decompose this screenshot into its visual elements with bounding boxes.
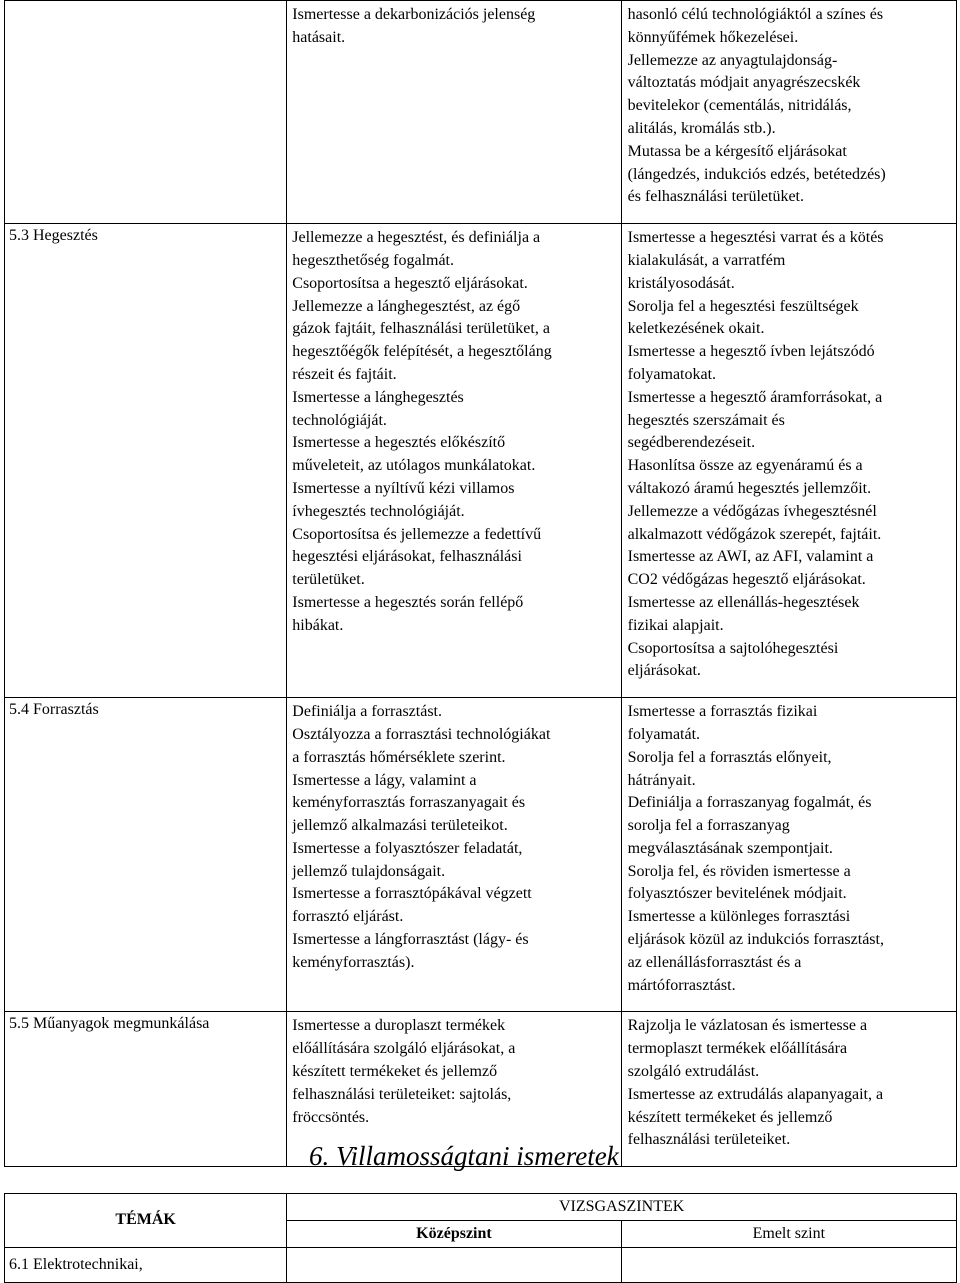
emelt-szint-cell: [621, 698, 956, 1012]
requirement-line: (lángedzés, indukciós edzés, betétedzés): [627, 165, 886, 183]
requirement-line: Ismertesse a lánghegesztés: [292, 388, 464, 406]
kozepszint-cell: [287, 1, 621, 224]
requirement-line: termoplaszt termékek előállítására: [627, 1040, 848, 1058]
requirement-line: Ismertesse az AWI, az AFI, valamint a: [627, 548, 874, 566]
requirement-line: Sorolja fel a forrasztás előnyeit,: [627, 748, 832, 766]
requirement-line: Csoportosítsa a hegesztő eljárásokat.: [292, 274, 528, 292]
requirement-line: Definiálja a forraszanyag fogalmát, és: [627, 794, 872, 812]
requirement-line: technológiáját.: [292, 411, 387, 429]
requirement-line: Ismertesse a dekarbonizációs jelenség: [292, 6, 536, 23]
requirement-line: kialakulását, a varratfém: [627, 251, 786, 269]
requirement-line: Ismertesse az extrudálás alapanyagait, a: [627, 1085, 884, 1103]
requirement-line: megválasztásának szempontjait.: [627, 839, 833, 857]
requirement-line: Sorolja fel a hegesztési feszültségek: [627, 297, 859, 315]
requirement-line: sorolja fel a forraszanyag: [627, 817, 790, 835]
requirement-line: Ismertesse a hegesztő áramforrásokat, a: [627, 388, 883, 406]
requirement-line: hegesztési eljárásokat, felhasználási: [292, 548, 522, 566]
requirement-line: CO2 védőgázas hegesztő eljárásokat.: [627, 571, 866, 589]
requirement-line: felhasználási területeiket.: [627, 1131, 791, 1149]
requirement-line: jellemző alkalmazási területeikot.: [292, 817, 508, 835]
emelt-szint-cell: [621, 1012, 956, 1167]
header-vizsgaszintek: VIZSGASZINTEK: [287, 1194, 957, 1221]
requirement-line: jellemző tulajdonságait.: [292, 862, 446, 880]
requirement-line: Hasonlítsa össze az egyenáramú és a: [627, 457, 863, 475]
requirement-line: Ismertesse a hegesztési varrat és a kötés: [627, 229, 884, 247]
header-emelt-szint: Emelt szint: [621, 1221, 956, 1248]
requirement-line: fizikai alapjait.: [627, 616, 724, 634]
requirement-line: hegesztőégők felépítését, a hegesztőláng: [292, 343, 552, 361]
requirement-line: hegesztés szerszámait és: [627, 411, 785, 429]
requirement-line: az ellenállásforrasztást és a: [627, 953, 802, 971]
requirement-line: Ismertesse a hegesztés előkészítő: [292, 434, 506, 452]
header-table: [4, 1193, 957, 1283]
requirement-line: alkalmazott védőgázok szerepét, fajtáit.: [627, 525, 882, 543]
topic-cell: [5, 1012, 287, 1167]
requirement-line: Mutassa be a kérgesítő eljárásokat: [627, 142, 847, 160]
requirement-line: műveleteit, az utólagos munkálatokat.: [292, 457, 536, 475]
header-kozepszint: Középszint: [287, 1221, 621, 1248]
requirement-line: Definiálja a forrasztást.: [292, 703, 442, 721]
requirement-line: Rajzolja le vázlatosan és ismertesse a: [627, 1017, 868, 1035]
topic-label: [5, 1, 286, 3]
requirement-line: készített termékeket és jellemző: [627, 1108, 833, 1126]
emelt-szint-cell: [621, 224, 956, 698]
requirement-line: területüket.: [292, 571, 365, 589]
requirement-line: Ismertesse a lángforrasztást (lágy- és: [292, 931, 529, 949]
requirements-table: [4, 0, 957, 1167]
topic-cell: [5, 1, 287, 224]
requirement-line: hátrányait.: [627, 771, 696, 789]
requirement-line: eljárások közül az indukciós forrasztást,: [627, 931, 884, 949]
requirement-line: hasonló célú technológiáktól a színes és: [627, 6, 884, 23]
topic-label: 5.4 Forrasztás: [9, 701, 99, 719]
requirement-line: Osztályozza a forrasztási technológiákat: [292, 725, 551, 743]
requirement-line: gázok fajtáit, felhasználási területüket, a: [292, 320, 550, 338]
requirement-line: folyamatokat.: [627, 365, 717, 383]
topic-cell: [5, 224, 287, 698]
requirement-line: folyasztószer bevitelének módjait.: [627, 885, 847, 903]
requirement-line: felhasználási területeiket: sajtolás,: [292, 1085, 512, 1103]
requirement-line: szolgáló extrudálást.: [627, 1063, 760, 1081]
requirement-line: segédberendezéseit.: [627, 434, 756, 452]
requirement-line: részeit és fajtáit.: [292, 365, 397, 383]
requirement-line: keményforrasztás).: [292, 953, 415, 971]
emelt-szint-cell: [621, 1, 956, 224]
requirement-line: Sorolja fel, és röviden ismertesse a: [627, 862, 851, 880]
requirement-line: Jellemezze a hegesztést, és definiálja a: [292, 229, 541, 247]
topic-label: 5.3 Hegesztés: [9, 227, 98, 245]
requirement-line: Ismertesse az ellenállás-hegesztések: [627, 593, 860, 611]
cell-empty-adv: [621, 1248, 956, 1283]
requirement-line: könnyűfémek hőkezelései.: [627, 28, 799, 46]
requirement-line: Csoportosítsa a sajtolóhegesztési: [627, 639, 839, 657]
section-title: 6. Villamosságtani ismeretek: [309, 1141, 619, 1171]
requirement-line: folyamatát.: [627, 725, 701, 743]
requirement-line: Ismertesse a lágy, valamint a: [292, 771, 477, 789]
requirement-line: eljárásokat.: [627, 662, 701, 680]
requirement-line: keményforrasztás forraszanyagait és: [292, 794, 526, 812]
requirement-line: Ismertesse a különleges forrasztási: [627, 908, 851, 926]
requirement-line: ívhegesztés technológiáját.: [292, 502, 465, 520]
requirement-line: hatásait.: [292, 28, 346, 46]
requirement-line: Csoportosítsa és jellemezze a fedettívű: [292, 525, 542, 543]
requirement-line: hegeszthetőség fogalmát.: [292, 251, 454, 269]
requirement-line: előállítására szolgáló eljárásokat, a: [292, 1040, 516, 1058]
requirement-line: Ismertesse a folyasztószer feladatát,: [292, 839, 523, 857]
table-row: [5, 224, 957, 698]
cell-empty-mid: [287, 1248, 621, 1283]
kozepszint-cell: [287, 224, 621, 698]
requirement-line: bevitelekor (cementálás, nitridálás,: [627, 97, 852, 115]
requirement-line: Jellemezze az anyagtulajdonság-: [627, 51, 838, 69]
requirement-line: kristályosodását.: [627, 274, 735, 292]
requirement-line: keletkezésének okait.: [627, 320, 765, 338]
requirement-line: a forrasztás hőmérséklete szerint.: [292, 748, 506, 766]
kozepszint-cell: [287, 698, 621, 1012]
requirement-line: forrasztó eljárást.: [292, 908, 404, 926]
header-temak: TÉMÁK: [5, 1194, 287, 1248]
requirement-line: és felhasználási területüket.: [627, 188, 804, 206]
requirement-line: fröccsöntés.: [292, 1108, 370, 1126]
requirement-line: hibákat.: [292, 616, 344, 634]
requirement-line: Ismertesse a hegesztő ívben lejátszódó: [627, 343, 875, 361]
requirement-line: Ismertesse a forrasztópákával végzett: [292, 885, 532, 903]
requirement-line: Ismertesse a duroplaszt termékek: [292, 1017, 506, 1035]
requirement-line: Ismertesse a forrasztás fizikai: [627, 703, 818, 721]
topic-cell: [5, 698, 287, 1012]
topic-label: 5.5 Műanyagok megmunkálása: [9, 1015, 210, 1033]
requirement-line: Ismertesse a nyíltívű kézi villamos: [292, 479, 515, 497]
topic-6-1: 6.1 Elektrotechnikai,: [5, 1248, 287, 1283]
requirement-line: változtatás módjait anyagrészecskék: [627, 74, 861, 92]
requirement-line: alitálás, kromálás stb.).: [627, 119, 776, 137]
requirement-line: váltakozó áramú hegesztés jellemzőit.: [627, 479, 872, 497]
table-row: [5, 1, 957, 224]
table-row: [5, 698, 957, 1012]
requirement-line: Jellemezze a lánghegesztést, az égő: [292, 297, 521, 315]
requirement-line: Ismertesse a hegesztés során fellépő: [292, 593, 524, 611]
requirement-line: Jellemezze a védőgázas ívhegesztésnél: [627, 502, 877, 520]
requirement-line: készített termékeket és jellemző: [292, 1063, 498, 1081]
requirement-line: mártóforrasztást.: [627, 976, 736, 994]
